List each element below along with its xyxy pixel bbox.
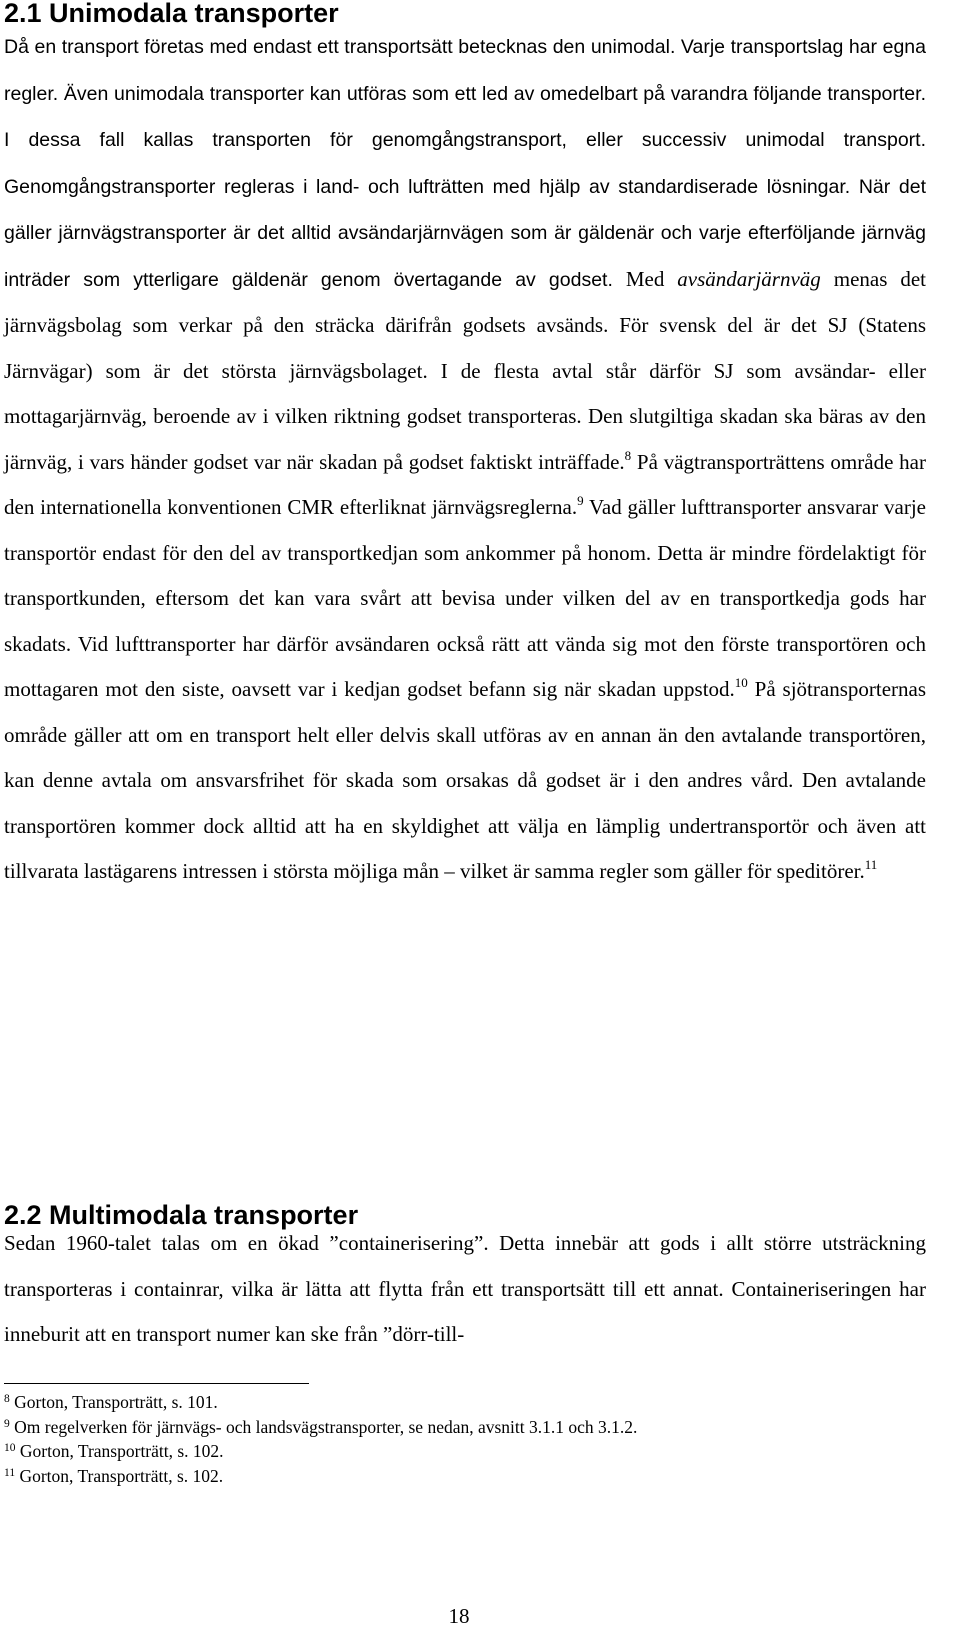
paragraph-multimodal: Sedan 1960-talet talas om en ökad ”containerisering”. Detta innebär att gods i allt större utsträckning transporteras i containrar, vilka är lätta att flytta från ett transportsätt till ett annat. Containeriseringen har inneburit att en transport numer kan ske från ”dörr-till- — [4, 1231, 926, 1346]
footnote-text: Gorton, Transporträtt, s. 101. — [14, 1392, 218, 1412]
footnote-number: 11 — [4, 1466, 16, 1479]
footnote-ref-9[interactable]: 9 — [577, 493, 584, 508]
footnote-ref-8[interactable]: 8 — [624, 447, 632, 463]
footnote-8 — [4, 1390, 926, 1415]
section-heading-multimodal: 2.2 Multimodala transporter — [4, 1200, 359, 1230]
section-heading-unimodal: 2.1 Unimodala transporter — [4, 0, 339, 28]
footnote-text: Gorton, Transporträtt, s. 102. — [19, 1441, 224, 1461]
text-segment: På vägtransporträttens område har den internationella konventionen CMR efterliknat järnvägsreglerna. — [4, 449, 926, 519]
footnote-ref-10[interactable]: 10 — [734, 675, 748, 690]
italic-term: avsändarjärnväg — [677, 266, 821, 291]
text-segment: Med — [625, 266, 678, 291]
footnote-10 — [4, 1439, 926, 1464]
footnote-ref-11[interactable]: 11 — [864, 857, 878, 872]
text-segment: menas det järnvägsbolag som verkar på den sträcka därifrån godsets avsänds. För svensk del är det SJ (Statens Järnvägar) som är det största järnvägsbolaget. I de flesta avtal står därför SJ som avsändar- eller mottagarjärnväg, beroende av i vilken riktning godset transporteras. Den slutgiltiga skadan ska bäras av den järnväg, i vars händer godset var när skadan på godset faktiskt inträffade. — [4, 266, 926, 474]
text-segment: Vad gäller lufttransporter ansvarar varje transportör endast för den del av transportkedjan som ankommer på honom. Detta är mindre fördelaktigt för transportkunden, eftersom det kan vara svårt att bevisa under vilken del av en transportkedja gods har skadats. Vid lufttransporter har därför avsändaren också rätt att vända sig mot den förste transportören och mottagaren mot den siste, oavsett var i kedjan godset befann sig när skadan uppstod. — [4, 495, 926, 701]
page-number: 18 — [448, 1604, 470, 1628]
text-segment: På sjötransporternas område gäller att om en transport helt eller delvis skall utföras av en annan än den avtalande transportören, kan denne avtala om ansvarsfrihet för skada som orsakas då godset är i den andres vård. Den avtalande transportören kommer dock alltid att ha en skyldighet att välja en lämplig undertransportör och även att tillvarata lastägarens intressen i största möjliga mån – vilket är samma regler som gäller för speditörer. — [4, 677, 926, 883]
footnote-divider — [4, 1383, 309, 1384]
footnote-9 — [4, 1415, 926, 1440]
footnote-text: Gorton, Transporträtt, s. 102. — [19, 1465, 224, 1486]
footnote-11 — [4, 1464, 926, 1489]
footnote-number: 9 — [4, 1417, 10, 1430]
sentence-unimodal-intro: Då en transport företas med endast ett transportsätt betecknas den unimodal. Varje transportslag har egna regler. Även unimodala transporter kan utföras som ett led av omedelbart på varandra följande transporter. I dessa fall kallas transporten för genomgångstransport, eller successiv unimodal transport. Genomgångstransporter regleras i land- och lufträtten med hjälp av standardiserade lösningar. När det gäller järnvägstransporter är det alltid avsändarjärnvägen som är gäldenär och varje efterföljande järnväg inträder som ytterligare gäldenär genom övertagande av godset. — [4, 36, 926, 291]
footnote-number: 8 — [4, 1393, 10, 1405]
footnotes — [4, 1390, 926, 1488]
footnote-number: 10 — [4, 1442, 16, 1454]
paragraph-unimodal — [4, 24, 926, 895]
footnote-text: Om regelverken för järnvägs- och landsvägstransporter, se nedan, avsnitt 3.1.1 och 3.1.2. — [14, 1416, 638, 1437]
